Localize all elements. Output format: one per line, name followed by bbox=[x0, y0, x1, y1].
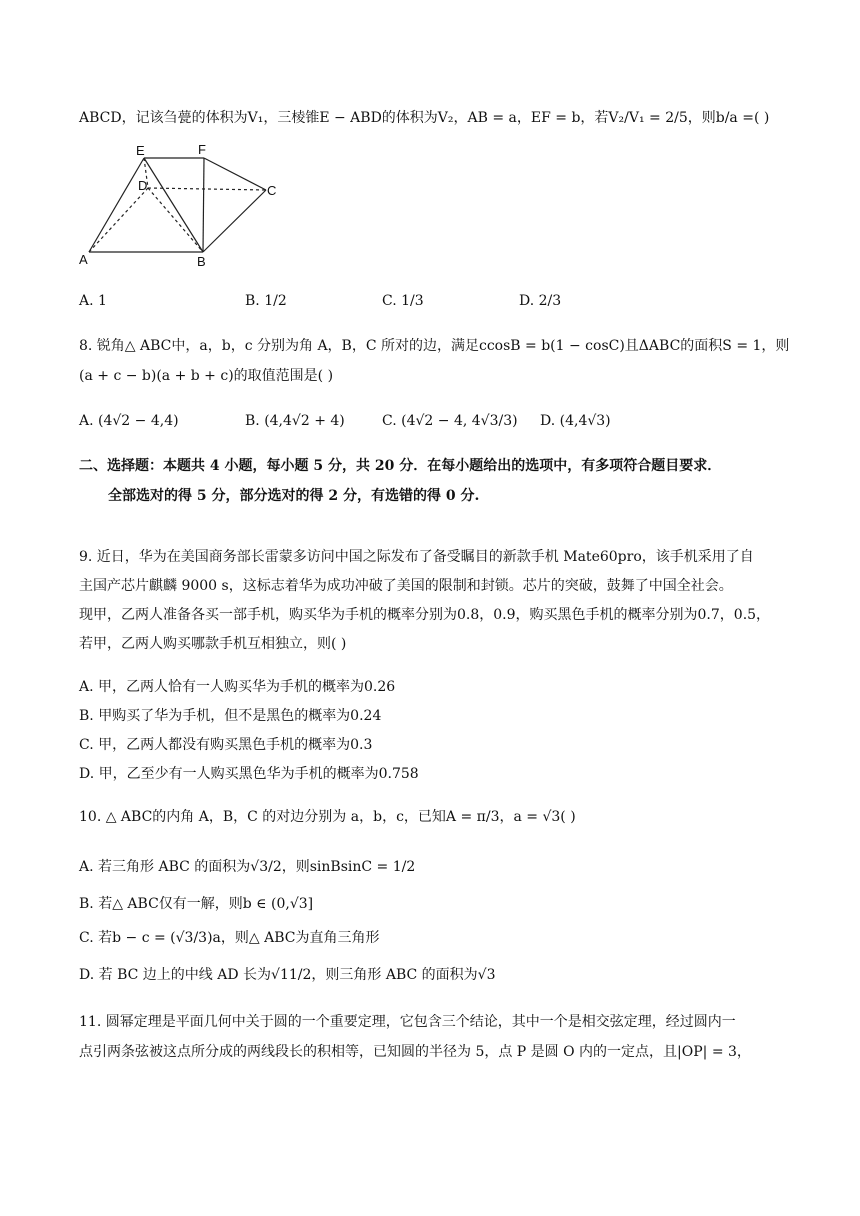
q8-option-a: A. (4√2 − 4,4) bbox=[79, 413, 179, 429]
q7-option-b: B. 1/2 bbox=[245, 293, 287, 309]
q7-stem: ABCD，记该刍甍的体积为V₁，三棱锥E − ABD的体积为V₂，AB = a，EF = b，若V₂/V₁ = 2/5，则b/a =( ) bbox=[79, 110, 770, 126]
label-C: C bbox=[267, 183, 277, 198]
q10-option-c: C. 若b − c = (√3/3)a，则△ ABC为直角三角形 bbox=[79, 930, 380, 946]
q7-option-a: A. 1 bbox=[79, 293, 107, 309]
q9-line-3: 现甲，乙两人准备各买一部手机，购买华为手机的概率分别为0.8，0.9，购买黑色手机的概率分别为0.7，0.5， bbox=[79, 607, 771, 623]
q8-line-1: 8. 锐角△ ABC中，a，b，c 分别为角 A，B，C 所对的边，满足ccosB = b(1 − cosC)且ΔABC的面积S = 1，则 bbox=[79, 338, 790, 354]
label-D: D bbox=[138, 178, 148, 193]
q11-line-1: 11. 圆幂定理是平面几何中关于圆的一个重要定理，它包含三个结论，其中一个是相交弦定理，经过圆内一 bbox=[79, 1014, 736, 1030]
label-A: A bbox=[79, 252, 88, 267]
q10-option-b: B. 若△ ABC仅有一解，则b ∈ (0,√3] bbox=[79, 896, 314, 912]
q8-option-d: D. (4,4√3) bbox=[540, 413, 611, 429]
q9-line-2: 主国产芯片麒麟 9000 s，这标志着华为成功冲破了美国的限制和封锁。芯片的突破，鼓舞了中国全社会。 bbox=[79, 578, 733, 594]
q10-stem: 10. △ ABC的内角 A，B，C 的对边分别为 a，b，c，已知A = π/3，a = √3( ) bbox=[79, 809, 576, 825]
q9-line-4: 若甲，乙两人购买哪款手机互相独立，则( ) bbox=[79, 636, 347, 652]
q11-line-2: 点引两条弦被这点所分成的两线段长的积相等，已知圆的半径为 5，点 P 是圆 O 内的一定点，且|OP| = 3， bbox=[79, 1044, 751, 1060]
label-B: B bbox=[197, 254, 206, 269]
section-2-heading: 二、选择题：本题共 4 小题，每小题 5 分，共 20 分．在每小题给出的选项中，有多项符合题目要求． bbox=[79, 458, 722, 474]
label-F: F bbox=[198, 142, 206, 157]
section-2-scoring: 全部选对的得 5 分，部分选对的得 2 分，有选错的得 0 分. bbox=[108, 488, 480, 504]
solid-figure bbox=[76, 140, 286, 270]
label-E: E bbox=[136, 143, 145, 158]
q10-option-a: A. 若三角形 ABC 的面积为√3/2，则sinBsinC = 1/2 bbox=[79, 859, 416, 875]
q9-option-c: C. 甲，乙两人都没有购买黑色手机的概率为0.3 bbox=[79, 737, 373, 753]
q8-line-2: (a + c − b)(a + b + c)的取值范围是( ) bbox=[79, 368, 334, 384]
q10-option-d: D. 若 BC 边上的中线 AD 长为√11/2，则三角形 ABC 的面积为√3 bbox=[79, 967, 496, 983]
q9-option-b: B. 甲购买了华为手机，但不是黑色的概率为0.24 bbox=[79, 708, 382, 724]
q8-option-c: C. (4√2 − 4, 4√3/3) bbox=[382, 413, 518, 429]
q7-option-d: D. 2/3 bbox=[519, 293, 562, 309]
q8-option-b: B. (4,4√2 + 4) bbox=[245, 413, 345, 429]
q9-line-1: 9. 近日，华为在美国商务部长雷蒙多访问中国之际发布了备受瞩目的新款手机 Mate60pro，该手机采用了自 bbox=[79, 549, 754, 565]
q7-option-c: C. 1/3 bbox=[382, 293, 424, 309]
q9-option-a: A. 甲，乙两人恰有一人购买华为手机的概率为0.26 bbox=[79, 679, 396, 695]
q9-option-d: D. 甲，乙至少有一人购买黑色华为手机的概率为0.758 bbox=[79, 766, 419, 782]
